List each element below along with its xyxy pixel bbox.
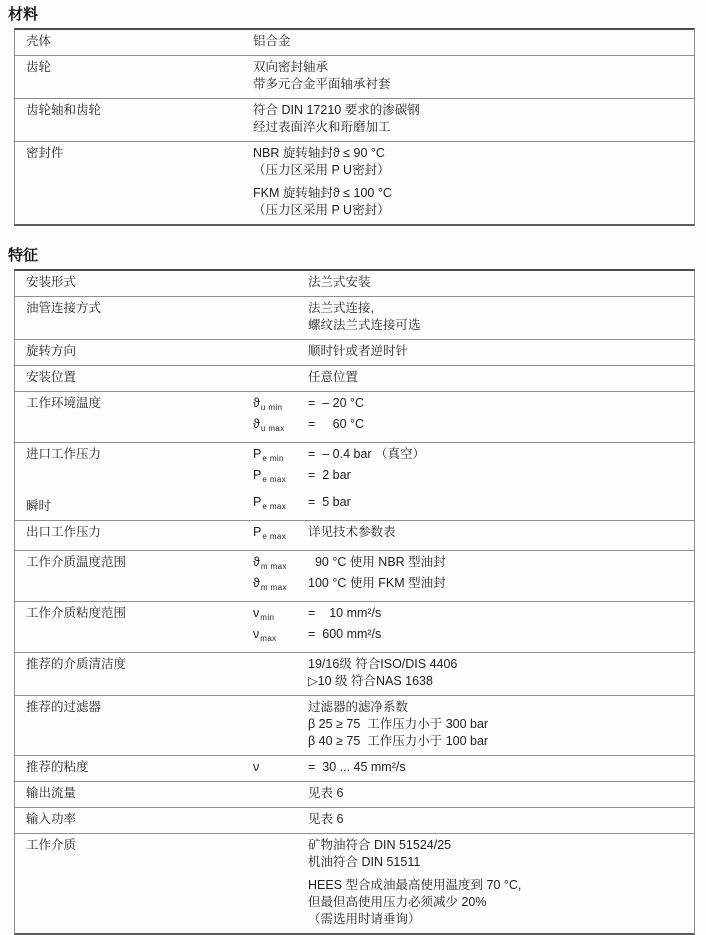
value-text: 带多元合金平面轴承衬套	[253, 77, 391, 91]
value-text: = 2 bar	[308, 468, 351, 482]
value-line	[253, 673, 688, 690]
row-label-text: 工作介质	[26, 838, 77, 852]
row-label-text: 齿轮轴和齿轮	[26, 103, 102, 117]
section-title-features: 特征	[8, 247, 39, 264]
value-text: HEES 型合成油最高使用温度到 70 °C,	[308, 878, 522, 892]
table-row	[15, 834, 694, 933]
value-line	[253, 395, 688, 416]
row-label-text: 出口工作压力	[26, 525, 102, 539]
row-sublabel-text: 瞬时	[26, 499, 52, 513]
value-line	[253, 626, 688, 647]
row-label-text: 密封件	[26, 146, 64, 160]
row-value	[253, 699, 694, 750]
value-line	[253, 894, 688, 911]
value-line	[253, 759, 688, 776]
value-text: FKM 旋转轴封ϑ ≤ 100 °C	[253, 186, 392, 200]
value-text: 过滤器的滤净系数	[308, 700, 409, 714]
value-line	[253, 837, 688, 854]
row-label	[15, 785, 253, 802]
row-value	[253, 102, 694, 136]
value-line	[253, 274, 688, 291]
table-row	[15, 340, 694, 366]
row-label-text: 进口工作压力	[26, 447, 102, 461]
materials-table	[14, 28, 695, 226]
value-line	[253, 343, 688, 360]
symbol-subscript: e max	[262, 502, 287, 511]
value-line	[253, 656, 688, 673]
value-text: 机油符合 DIN 51511	[308, 855, 421, 869]
symbol	[253, 494, 308, 515]
table-row	[15, 602, 694, 653]
symbol-base: P	[253, 495, 262, 509]
row-value	[253, 300, 694, 334]
symbol	[253, 524, 308, 545]
value-line	[253, 185, 688, 202]
value-text: 符合 DIN 17210 要求的渗碳钢	[253, 103, 420, 117]
symbol-subscript: u min	[260, 403, 283, 412]
value-line	[253, 145, 688, 162]
value-text: 双向密封轴承	[253, 60, 329, 74]
row-value	[253, 605, 694, 647]
symbol-base: ν	[253, 760, 260, 774]
value-text: 任意位置	[308, 370, 359, 384]
table-row	[15, 142, 694, 224]
row-label	[15, 395, 253, 437]
symbol	[253, 626, 308, 647]
value-text: = – 0.4 bar （真空）	[308, 447, 426, 461]
row-label-text: 输入功率	[26, 812, 77, 826]
value-line	[253, 202, 688, 219]
row-value	[253, 145, 694, 219]
row-value	[253, 369, 694, 386]
value-line	[253, 575, 688, 596]
row-label-text: 旋转方向	[26, 344, 77, 358]
table-row	[15, 297, 694, 340]
row-value	[253, 837, 694, 928]
value-text: β 25 ≥ 75 工作压力小于 300 bar	[308, 717, 489, 731]
symbol-base: ϑ	[253, 417, 260, 431]
symbol-subscript: m max	[260, 583, 287, 592]
value-text: = 5 bar	[308, 495, 351, 509]
value-line	[253, 811, 688, 828]
table-row	[15, 366, 694, 392]
table-row	[15, 56, 694, 99]
value-line	[253, 76, 688, 93]
value-text: 19/16级 符合ISO/DIS 4406	[308, 657, 458, 671]
value-line	[253, 162, 688, 179]
value-text: = 10 mm²/s	[308, 606, 382, 620]
symbol-base: ϑ	[253, 576, 260, 590]
value-text: = – 20 °C	[308, 396, 365, 410]
value-line	[253, 716, 688, 733]
value-text: （压力区采用 P U密封）	[253, 163, 390, 177]
row-value	[253, 811, 694, 828]
symbol	[253, 759, 308, 776]
row-label-text: 推荐的粘度	[26, 760, 89, 774]
row-value	[253, 33, 694, 50]
value-text: （压力区采用 P U密封）	[253, 203, 390, 217]
value-line	[253, 300, 688, 317]
row-label	[15, 343, 253, 360]
value-text: = 30 ... 45 mm²/s	[308, 760, 406, 774]
symbol-base: P	[253, 525, 262, 539]
value-line	[253, 494, 688, 515]
value-line	[253, 102, 688, 119]
row-label-text: 油管连接方式	[26, 301, 102, 315]
symbol	[253, 554, 308, 575]
value-text: 铝合金	[253, 34, 291, 48]
value-line	[253, 554, 688, 575]
row-label-text: 推荐的介质清洁度	[26, 657, 127, 671]
row-label	[15, 699, 253, 750]
symbol-base: ϑ	[253, 396, 260, 410]
symbol-subscript: u max	[260, 424, 285, 433]
symbol-subscript: e min	[262, 454, 284, 463]
value-text: = 60 °C	[308, 417, 365, 431]
value-text: 矿物油符合 DIN 51524/25	[308, 838, 452, 852]
value-line	[253, 59, 688, 76]
value-text: 法兰式连接,	[308, 301, 374, 315]
section-title-materials: 材料	[8, 6, 39, 23]
symbol-base: ν	[253, 606, 260, 620]
value-line	[253, 416, 688, 437]
value-line	[253, 699, 688, 716]
row-label	[15, 554, 253, 596]
row-label	[15, 300, 253, 334]
table-row	[15, 653, 694, 696]
symbol	[253, 395, 308, 416]
value-line	[253, 446, 688, 467]
table-row	[15, 782, 694, 808]
symbol-subscript: max	[260, 634, 277, 643]
row-label-text: 壳体	[26, 34, 52, 48]
symbol	[253, 446, 308, 467]
value-line	[253, 317, 688, 334]
row-label	[15, 811, 253, 828]
value-text: 详见技术参数表	[308, 525, 396, 539]
row-value	[253, 446, 694, 515]
table-row	[15, 521, 694, 551]
row-label-text: 输出流量	[26, 786, 77, 800]
value-line	[253, 854, 688, 871]
symbol-base: ν	[253, 627, 260, 641]
symbol-subscript: e max	[262, 532, 287, 541]
value-line	[253, 524, 688, 545]
row-label	[15, 524, 253, 545]
row-value	[253, 524, 694, 545]
value-text: 经过表面淬火和珩磨加工	[253, 120, 391, 134]
row-label-text: 推荐的过滤器	[26, 700, 102, 714]
value-line	[253, 369, 688, 386]
table-row	[15, 551, 694, 602]
value-text: 100 °C 使用 FKM 型油封	[308, 576, 446, 590]
row-label	[15, 656, 253, 690]
row-label-text: 安装位置	[26, 370, 77, 384]
table-row	[15, 443, 694, 521]
row-label	[15, 369, 253, 386]
value-line	[253, 733, 688, 750]
value-line	[253, 877, 688, 894]
value-text: = 600 mm²/s	[308, 627, 382, 641]
value-text: β 40 ≥ 75 工作压力小于 100 bar	[308, 734, 489, 748]
row-label-text: 齿轮	[26, 60, 52, 74]
row-label	[15, 59, 253, 93]
row-label	[15, 102, 253, 136]
value-line	[253, 605, 688, 626]
table-row	[15, 271, 694, 297]
row-label	[15, 605, 253, 647]
value-text: 螺纹法兰式连接可选	[308, 318, 421, 332]
symbol-subscript: e max	[262, 475, 287, 484]
row-value	[253, 554, 694, 596]
row-value	[253, 59, 694, 93]
row-value	[253, 274, 694, 291]
value-text: 90 °C 使用 NBR 型油封	[308, 555, 446, 569]
row-value	[253, 395, 694, 437]
table-row	[15, 99, 694, 142]
row-label-text: 工作介质温度范围	[26, 555, 127, 569]
row-label-text: 工作环境温度	[26, 396, 102, 410]
value-text: 法兰式安装	[308, 275, 371, 289]
value-line	[253, 785, 688, 802]
row-value	[253, 759, 694, 776]
value-line	[253, 911, 688, 928]
symbol	[253, 467, 308, 488]
value-text: NBR 旋转轴封ϑ ≤ 90 °C	[253, 146, 385, 160]
features-table	[14, 269, 695, 935]
value-text: 顺时针或者逆时针	[308, 344, 409, 358]
row-label	[15, 145, 253, 219]
symbol	[253, 605, 308, 626]
value-line	[253, 467, 688, 488]
value-line	[253, 33, 688, 50]
value-text: 见表 6	[308, 812, 344, 826]
symbol	[253, 575, 308, 596]
row-label-text: 工作介质粘度范围	[26, 606, 127, 620]
row-value	[253, 656, 694, 690]
row-value	[253, 785, 694, 802]
row-label	[15, 446, 253, 515]
symbol	[253, 416, 308, 437]
row-label	[15, 274, 253, 291]
value-text: 但最但高使用压力必须减少 20%	[308, 895, 487, 909]
symbol-base: ϑ	[253, 555, 260, 569]
symbol-base: P	[253, 447, 262, 461]
table-row	[15, 808, 694, 834]
symbol-subscript: min	[260, 613, 275, 622]
value-text: ▷10 级 符合NAS 1638	[308, 674, 433, 688]
table-row	[15, 392, 694, 443]
symbol-subscript: m max	[260, 562, 287, 571]
row-label	[15, 837, 253, 928]
value-text: （需选用时请垂询）	[308, 912, 421, 926]
row-label	[15, 33, 253, 50]
table-row	[15, 30, 694, 56]
table-row	[15, 756, 694, 782]
row-label	[15, 759, 253, 776]
row-value	[253, 343, 694, 360]
value-text: 见表 6	[308, 786, 344, 800]
symbol-base: P	[253, 468, 262, 482]
value-line	[253, 119, 688, 136]
row-label-text: 安装形式	[26, 275, 77, 289]
table-row	[15, 696, 694, 756]
